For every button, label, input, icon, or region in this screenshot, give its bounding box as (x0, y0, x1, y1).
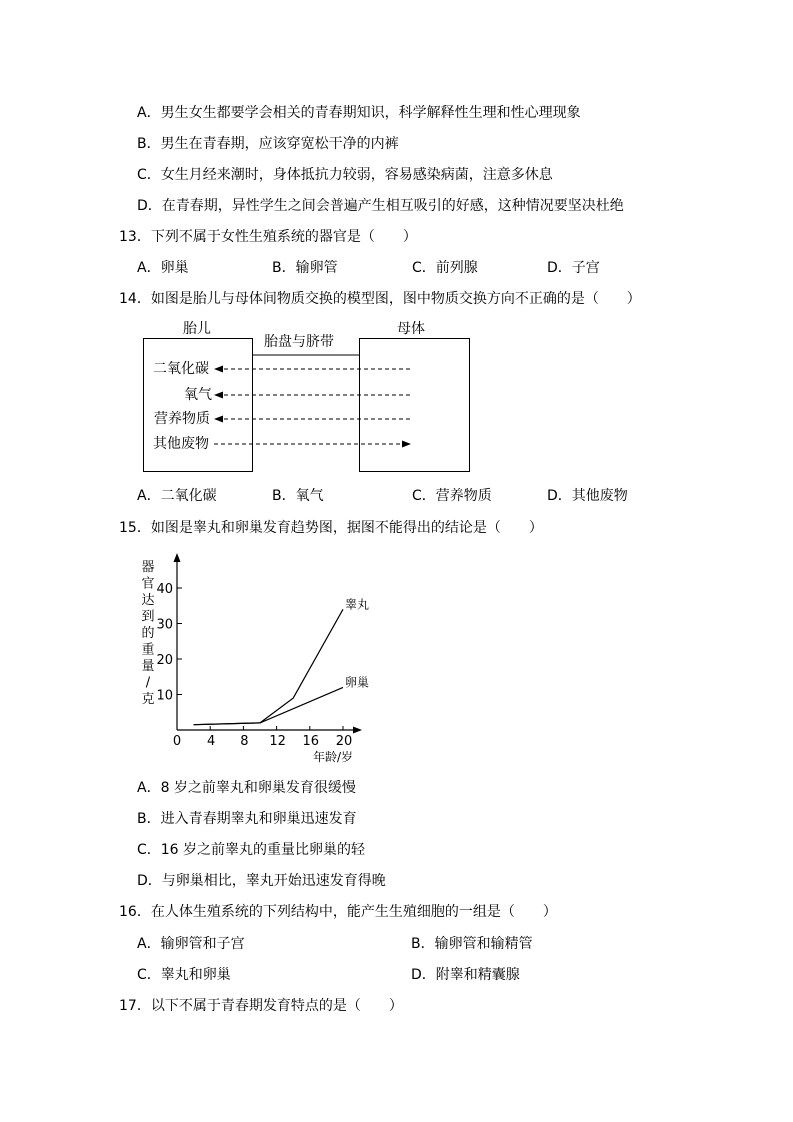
y-axis-label-char: 官 (141, 576, 155, 592)
y-tick-label: 20 (156, 653, 173, 668)
q12-option-d: D．在青春期，异性学生之间会普遍产生相互吸引的好感，这种情况要坚决杜绝 (137, 198, 624, 214)
q16-option-c: C．睾丸和卵巢 (137, 967, 231, 983)
q14-option-b: B．氧气 (272, 488, 324, 504)
q13-option-d: D．子宫 (547, 260, 600, 276)
q13-option-b: B．输卵管 (272, 260, 338, 276)
y-axis-arrow (174, 553, 181, 562)
series-label: 睾丸 (345, 597, 370, 612)
q14-option-d: D．其他废物 (547, 488, 628, 504)
q16-stem: 16．在人体生殖系统的下列结构中，能产生生殖细胞的一组是（ ） (119, 904, 557, 920)
q15-option-c: C．16 岁之前睾丸的重量比卵巢的轻 (137, 842, 366, 858)
substance-co2: 二氧化碳 (153, 361, 209, 377)
y-axis-label-char: 达 (141, 593, 155, 608)
placenta-label: 胎盘与脐带 (264, 334, 334, 350)
x-axis-arrow (353, 727, 362, 734)
x-tick-label: 8 (240, 734, 249, 749)
y-axis-label-char: 重 (141, 642, 155, 658)
substance-waste: 其他废物 (153, 436, 209, 452)
q16-option-d: D．附睾和精囊腺 (411, 967, 520, 983)
y-axis-label-char: 量 (141, 659, 155, 674)
y-axis-label-char: / (145, 675, 151, 691)
y-tick-label: 30 (156, 617, 173, 633)
x-tick-label: 16 (302, 734, 320, 749)
series-line-ovary (194, 687, 343, 724)
x-tick-label: 4 (207, 734, 216, 749)
y-axis-label-char: 器 (141, 560, 155, 575)
mother-label: 母体 (397, 321, 425, 337)
q15-option-a: A．8 岁之前睾丸和卵巢发育很缓慢 (137, 780, 356, 796)
y-tick-label: 40 (156, 582, 173, 597)
q17-stem: 17．以下不属于青春期发育特点的是（ ） (119, 998, 403, 1014)
series-line-testis (194, 609, 343, 724)
q14-option-a: A．二氧化碳 (137, 488, 217, 504)
x-tick-label: 20 (335, 734, 353, 749)
q12-option-b: B．男生在青春期，应该穿宽松干净的内裤 (137, 136, 399, 152)
q15-option-b: B．进入青春期睾丸和卵巢迅速发育 (137, 811, 357, 827)
substance-nutrients: 营养物质 (154, 411, 210, 427)
x-tick-label: 0 (172, 734, 182, 749)
q13-option-c: C．前列腺 (412, 260, 478, 276)
q14-option-c: C．营养物质 (412, 488, 492, 504)
q16-option-b: B．输卵管和输精管 (411, 936, 533, 952)
substance-oxygen: 氧气 (184, 387, 212, 403)
q13-option-a: A．卵巢 (137, 260, 189, 276)
x-tick-label: 12 (269, 734, 286, 749)
y-axis-label-char: 到 (141, 609, 155, 625)
y-tick-label: 10 (156, 688, 173, 704)
q14-stem: 14．如图是胎儿与母体间物质交换的模型图，图中物质交换方向不正确的是（ ） (119, 291, 641, 307)
q13-stem: 13．下列不属于女性生殖系统的器官是（ ） (119, 229, 417, 245)
q16-option-a: A．输卵管和子宫 (137, 936, 245, 952)
y-axis-label-char: 克 (141, 692, 155, 707)
fetus-label: 胎儿 (183, 321, 211, 337)
series-label: 卵巢 (345, 675, 370, 690)
q12-option-a: A．男生女生都要学会相关的青春期知识，科学解释性生理和性心理现象 (137, 105, 581, 121)
x-axis-label: 年龄/岁 (313, 750, 354, 764)
q15-stem: 15．如图是睾丸和卵巢发育趋势图，据图不能得出的结论是（ ） (119, 520, 543, 536)
y-axis-label-char: 的 (141, 626, 155, 641)
q15-option-d: D．与卵巢相比，睾丸开始迅速发育得晚 (137, 873, 386, 889)
q12-option-c: C．女生月经来潮时，身体抵抗力较弱，容易感染病菌，注意多休息 (137, 167, 553, 183)
